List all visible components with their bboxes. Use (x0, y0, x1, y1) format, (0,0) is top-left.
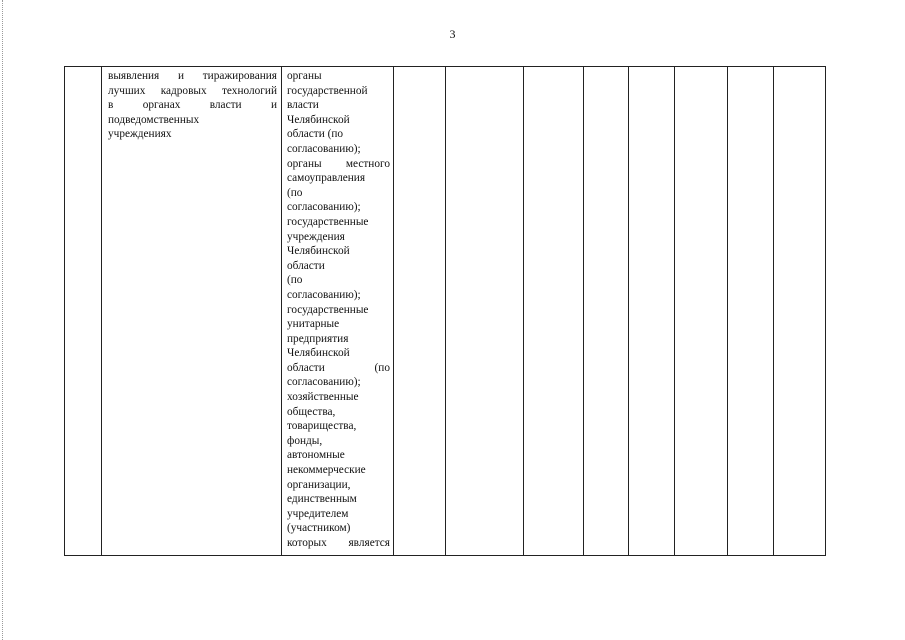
executor-line: согласованию); (287, 201, 361, 214)
executor-line: (по (287, 274, 303, 287)
cell-empty (446, 67, 524, 556)
executor-line: товарищества, (287, 420, 357, 433)
program-table (64, 66, 826, 556)
measure-line: лучших кадровых технологий (108, 84, 277, 97)
executor-line: фонды, (287, 434, 323, 447)
executor-line: единственным (287, 493, 357, 506)
cell-empty (524, 67, 584, 556)
executor-line: Челябинской (287, 113, 350, 126)
executor-line: некоммерческие (287, 464, 366, 477)
executor-line: предприятия (287, 332, 349, 345)
executor-line: унитарные (287, 318, 340, 331)
cell-empty (394, 67, 446, 556)
executor-line: Челябинской (287, 347, 350, 360)
cell-empty (584, 67, 629, 556)
executor-line: власти (287, 99, 319, 112)
executor-line: самоуправления (287, 172, 366, 185)
cell-empty (774, 67, 826, 556)
measure-line: в органах власти и (108, 99, 277, 112)
executor-line: согласованию); (287, 142, 361, 155)
executor-line: области (287, 259, 325, 272)
executor-line: области (по (287, 361, 390, 374)
executor-line: государственные (287, 303, 369, 316)
cell-empty (629, 67, 675, 556)
executor-line: которых является (287, 537, 390, 549)
cell-empty (675, 67, 728, 556)
executor-line: учреждения (287, 230, 345, 243)
executor-line: согласованию); (287, 288, 361, 301)
executor-line: организации, (287, 478, 351, 491)
measure-line: подведомственных (108, 113, 200, 126)
cell-executors (282, 67, 394, 556)
executor-line: учредителем (287, 507, 349, 520)
executor-line: области (по (287, 128, 344, 141)
executor-line: согласованию); (287, 376, 361, 389)
executor-line: общества, (287, 405, 336, 418)
executor-line: (по (287, 186, 303, 199)
measure-line: выявления и тиражирования (108, 70, 277, 82)
cell-number (65, 67, 102, 556)
executor-line: органы (287, 70, 322, 82)
measure-line: учреждениях (108, 128, 172, 141)
table-row (65, 67, 826, 556)
cell-measure (102, 67, 282, 556)
cell-empty (728, 67, 774, 556)
executor-line: Челябинской (287, 245, 350, 258)
page-edge (2, 0, 3, 640)
executors-text (282, 67, 393, 551)
executor-line: государственные (287, 215, 369, 228)
executor-line: органы местного (287, 157, 390, 170)
executor-line: государственной (287, 84, 368, 97)
executor-line: хозяйственные (287, 391, 359, 404)
measure-text (102, 67, 281, 142)
page-number: 3 (449, 27, 456, 41)
executor-line: автономные (287, 449, 345, 462)
executor-line: (участником) (287, 522, 351, 535)
